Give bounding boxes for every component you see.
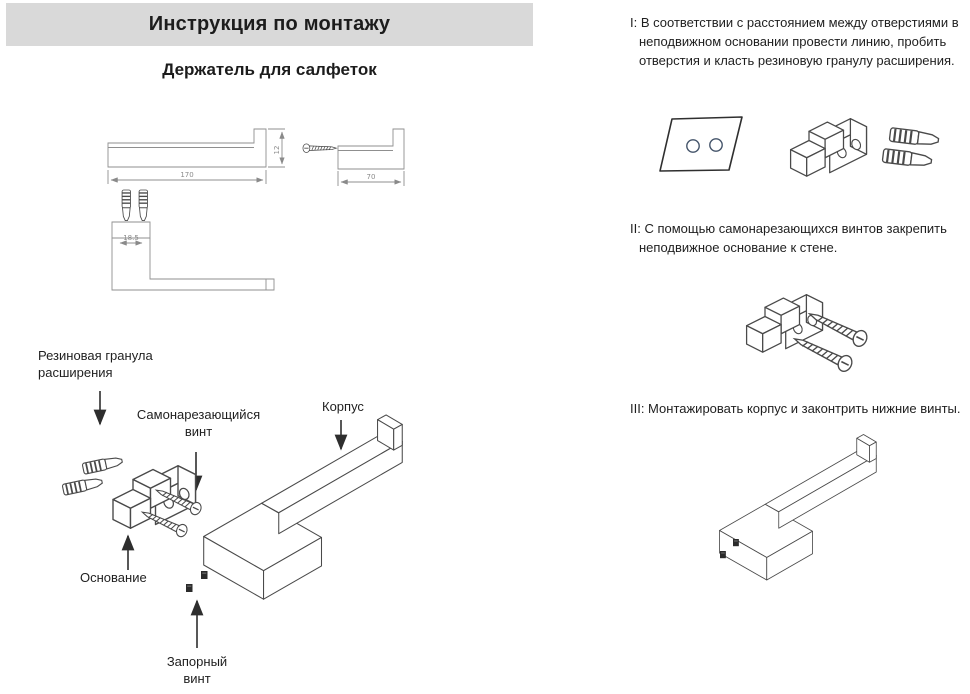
dim-base-width-label: 18.5: [123, 234, 139, 242]
set-screw-icon: [201, 571, 208, 579]
label-self-tapping-screw: Самонарезающийся винт: [136, 407, 261, 439]
step3-text: III: Монтажировать корпус и законтрить нижние винты.: [630, 401, 961, 416]
dim-length-label: 170: [180, 171, 194, 179]
wall-anchor-icon: [122, 190, 131, 221]
step2-illustration: [747, 295, 870, 374]
holder-body-icon: [204, 415, 403, 599]
label-base: Основание: [80, 570, 147, 585]
dim-depth-label: 70: [366, 173, 376, 181]
wall-plate-icon: [660, 117, 742, 171]
label-body: Корпус: [322, 399, 364, 414]
wall-anchor-icon: [82, 455, 123, 474]
set-screw-icon: [186, 584, 193, 592]
top-view-drawing: [112, 190, 274, 290]
wall-anchor-icon: [889, 128, 939, 147]
label-rubber-anchor: Резиновая гранула расширения: [38, 348, 153, 380]
set-screw-icon: [720, 551, 726, 558]
page-title: Инструкция по монтажу: [148, 13, 391, 35]
step1-illustration: [660, 117, 939, 176]
step3-illustration: [720, 435, 877, 581]
set-screw-icon: [733, 539, 739, 546]
wall-anchor-icon: [139, 190, 148, 221]
base-block-icon: [791, 119, 867, 176]
wall-anchor-icon: [882, 149, 932, 168]
product-subtitle: Держатель для салфеток: [162, 60, 377, 79]
screw-anchor-icon: [303, 144, 336, 153]
side-view-drawing: [303, 129, 404, 186]
holder-body-icon: [720, 435, 877, 581]
label-set-screw: Запорный винт: [166, 654, 228, 686]
dim-height-label: 12: [273, 145, 281, 155]
step1-text: I: В соответствии с расстоянием между отверстиями в неподвижном основании провести линию, пробить отверстия и класть резиновую гранулу расширения.: [630, 15, 959, 68]
wall-anchor-icon: [62, 476, 103, 495]
front-view-drawing: [108, 129, 285, 184]
step2-text: II: С помощью самонарезающихся винтов закрепить неподвижное основание к стене.: [630, 221, 947, 255]
